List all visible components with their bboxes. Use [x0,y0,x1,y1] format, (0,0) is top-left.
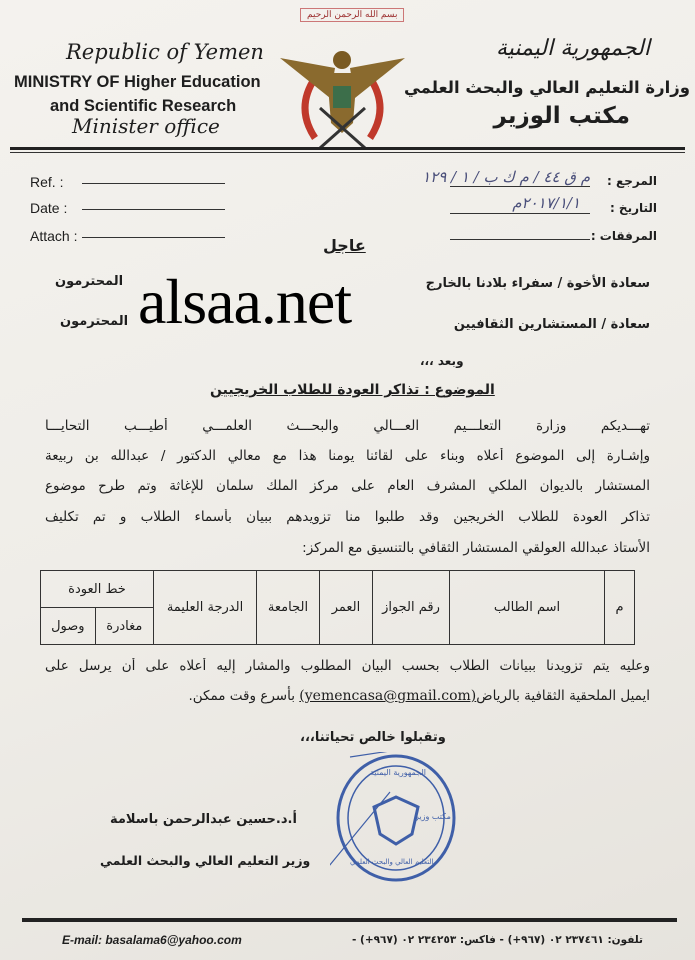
body-line-3: المستشار بالديوان الملكي المشرف العام على مركز الملك سلمان للإغاثة وتم طرح موضوع [45,478,650,494]
signatory-name: أ.د.حسين عبدالرحمن باسلامة [110,812,297,827]
ar-country: الجمهورية اليمنية [495,36,650,61]
greeting: وبعد ،،، [420,354,464,368]
en-country: Republic of Yemen [66,40,264,64]
after-table-line-1: وعليه يتم تزويدنا ببيانات الطلاب بحسب البيان المطلوب والمشار إليه أعلاه على أن يرسل على [45,658,650,674]
ar-ref-label: المرجع : [607,174,657,188]
ar-attach-line [450,239,590,240]
subject-line: الموضوع : تذاكر العودة للطلاب الخريجيين [210,382,495,398]
honorific-1: المحترمون [55,274,124,289]
ref-line [82,183,225,184]
closing: وتقبلوا خالص تحياتنا،،، [300,730,446,745]
after-prefix: ايميل الملحقية الثقافية بالرياض [476,688,650,704]
col-arrival: وصول [41,608,96,645]
footer-divider [22,918,677,922]
signatory-title: وزير التعليم العالي والبحث العلمي [100,853,311,868]
top-calligraphy: بسم الله الرحمن الرحيم [300,8,404,22]
attach-label: Attach : [30,228,78,244]
ar-ref-line [450,186,590,187]
col-index: م [605,571,635,645]
yemen-emblem-icon [275,38,410,153]
after-suffix: بأسرع وقت ممكن. [188,688,295,704]
stamp-text-bottom: التعليم العالي والبحث العلمي [350,858,434,866]
honorific-2: المحترمون [60,314,129,329]
col-age: العمر [320,571,373,645]
col-return-route: خط العودة [41,571,154,608]
col-student-name: اسم الطالب [450,571,605,645]
col-passport: رقم الجواز [373,571,450,645]
col-degree: الدرجة العليمة [154,571,257,645]
ar-date-label: التاريخ : [609,201,657,215]
footer-contacts: تلفون: ٢٣٧٤٦١ ٠٢ (٩٦٧+) - فاكس: ٢٣٤٢٥٣ ٠٢ (٩٦٧+) - [352,934,643,946]
attach-line [82,237,225,238]
body-line-1: تهـــديكم وزارة التعلـــيم العـــالي والبحـــث العلمـــي أطيـــب التحايـــا [45,418,650,434]
addressee-1: سعادة الأخوة / سفراء بلادنا بالخارج [425,276,650,291]
ar-date-line [450,213,590,214]
header-divider-thin [10,152,685,153]
date-label: Date : [30,200,68,216]
header-divider [10,147,685,150]
col-departure: مغادرة [95,608,153,645]
ar-ministry: وزارة التعليم العالي والبحث العلمي [403,78,690,97]
en-ministry-line-1: MINISTRY OF Higher Education [14,73,261,91]
ar-attach-label: المرفقات : [590,229,657,243]
date-line [82,209,225,210]
body-line-4: تذاكر العودة للطلاب الخريجين وقد طلبوا منا تزويدهم ببيان بأسماء الطلاب و تم تكليف [45,509,650,525]
addressee-2: سعادة / المستشارين الثقافيين [453,317,650,332]
email-link[interactable]: (yemencasa@gmail.com) [299,688,477,704]
en-office: Minister office [72,114,220,138]
ar-office: مكتب الوزير [493,103,630,129]
body-line-2: وإشـارة إلى الموضوع أعلاه وبناء على لقائنا يومنا هذا مع معالي الدكتور / عبدالله بن ربيعة [45,448,650,464]
stamp-text-side: مكتب وزير [415,812,451,821]
body-line-5: الأستاذ عبدالله العولقي المستشار الثقافي بالتنسيق مع المركز: [302,540,650,556]
ar-date-value: ٢٠١٧/١/١م [512,194,580,212]
ref-label: Ref. : [30,174,64,190]
footer-email: E-mail: basalama6@yahoo.com [62,933,242,947]
stamp-text-top: الجمهورية اليمنية [370,768,427,777]
urgent-label: عاجل [323,236,366,255]
students-table [40,570,635,645]
ar-ref-value: م ق ٤٤ / م ك ب / ١ / ١٢٩ [422,168,590,186]
col-university: الجامعة [257,571,320,645]
after-table-line-2 [188,688,650,704]
watermark: alsaa.net [138,266,352,337]
en-ministry-line-2: and Scientific Research [50,97,237,115]
